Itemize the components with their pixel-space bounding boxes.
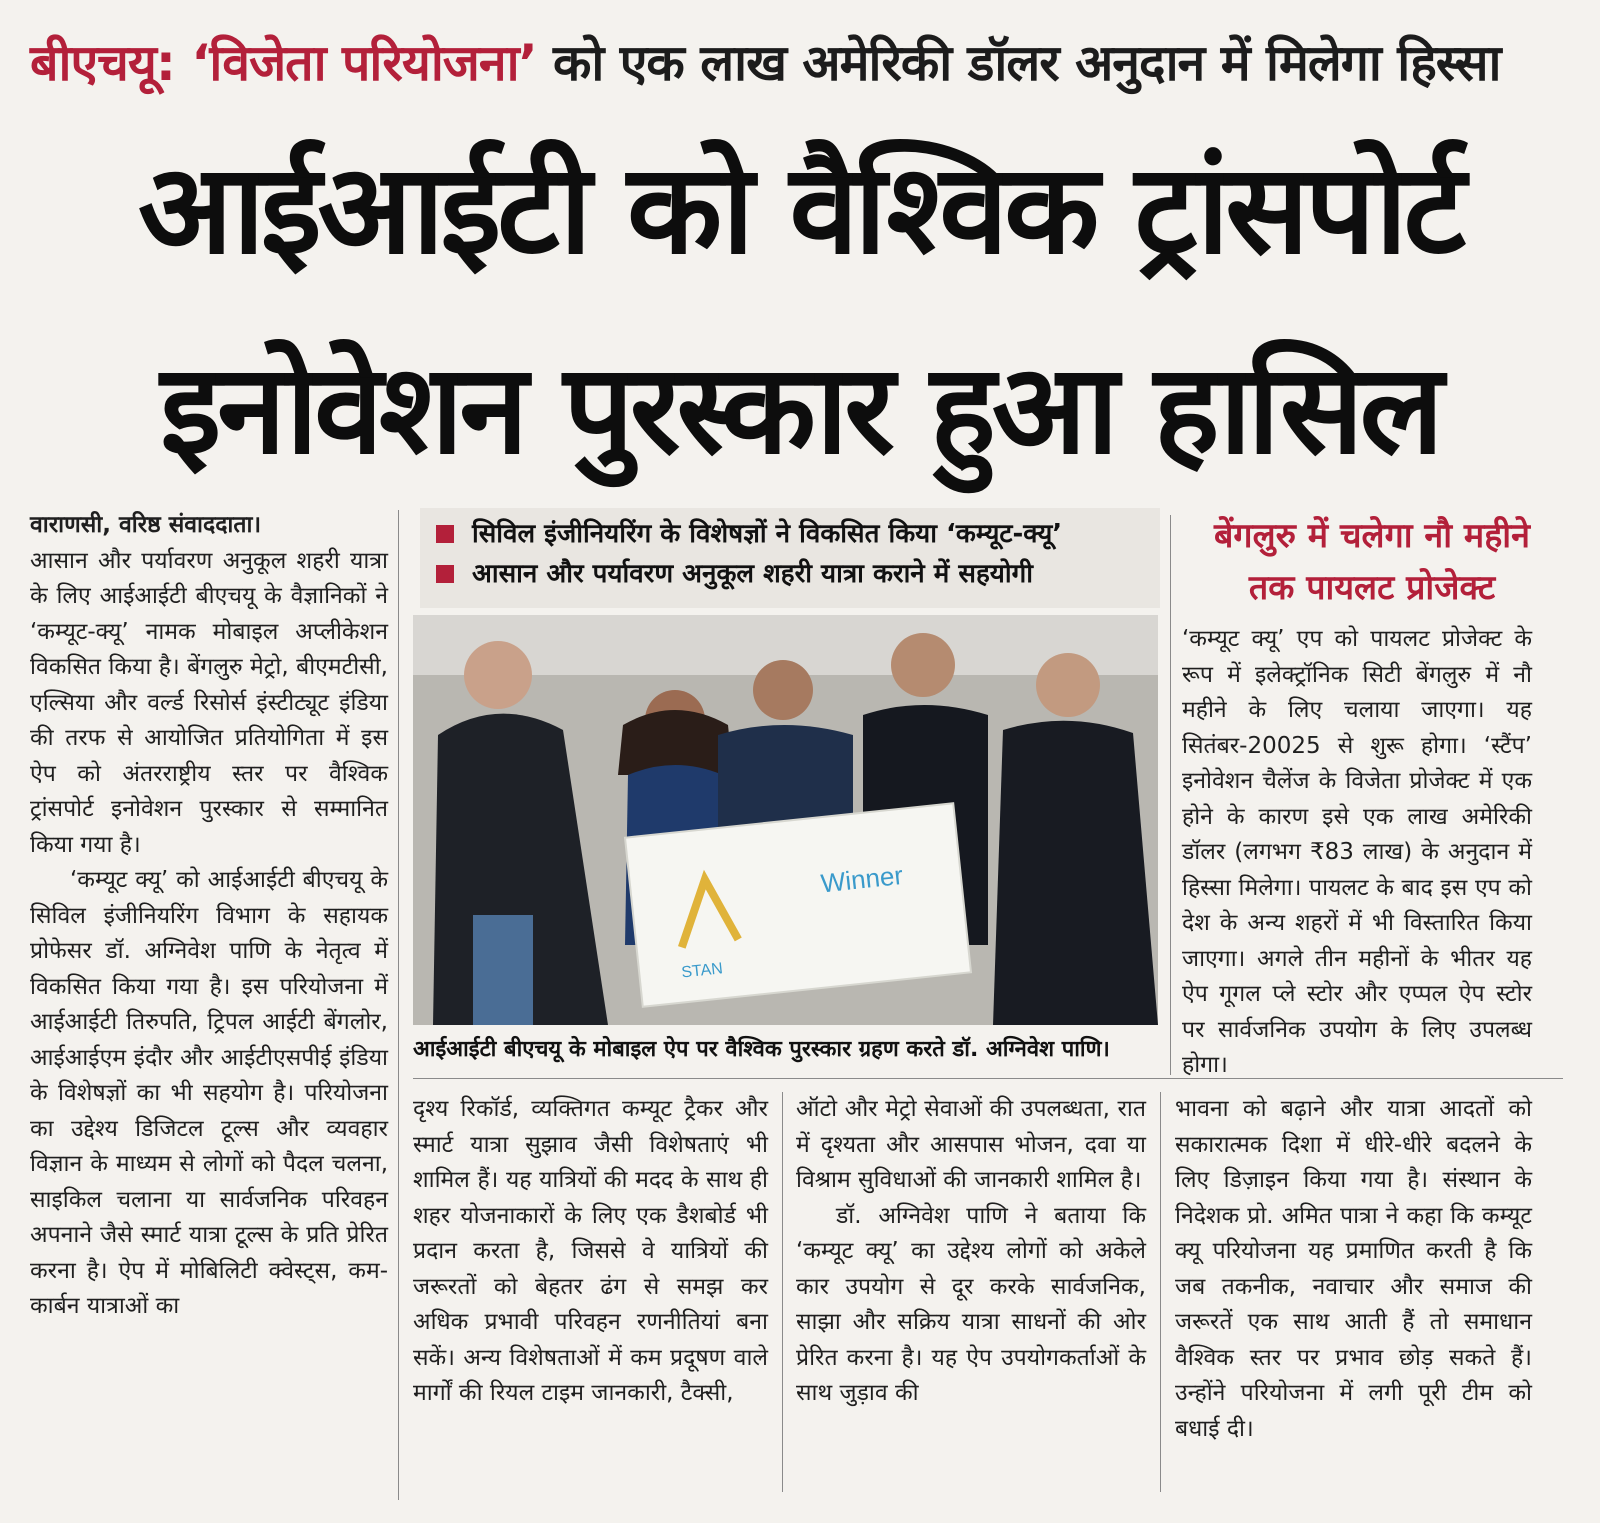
column-divider	[398, 510, 399, 1500]
bullet-square-icon	[436, 525, 454, 543]
column-3	[796, 1092, 1146, 1412]
kicker-label: बीएचयू:	[30, 34, 175, 92]
column-1	[30, 508, 388, 1325]
side-heading	[1182, 510, 1562, 614]
side-heading-line-1: बेंगलुरु में चलेगा नौ महीने	[1214, 516, 1530, 556]
column-2: दृश्य रिकॉर्ड, व्यक्तिगत कम्यूट ट्रैकर और स्मार्ट यात्रा सुझाव जैसी विशेषताएं भी शामिल हैं। यह यात्रियों की मदद के साथ ही शहर योजनाकारों के लिए एक डैशबोर्ड भी प्रदान करता है, जिससे वे यात्रियों की जरूरतों को बेहतर ढंग से समझ कर अधिक प्रभावी परिवहन रणनीतियां बना सकें। अन्य विशेषताओं में कम प्रदूषण वाले मार्गों की रियल टाइम जानकारी, टैक्सी,	[413, 1096, 768, 1406]
highlight-box	[420, 508, 1160, 608]
kicker-quoted-title: ‘विजेता परियोजना’	[191, 34, 537, 92]
horizontal-rule	[413, 1078, 1563, 1079]
photo-caption: आईआईटी बीएचयू के मोबाइल ऐप पर वैश्विक पुरस्कार ग्रहण करते डॉ. अग्निवेश पाणि।	[413, 1037, 1110, 1062]
headline-line-2: इनोवेशन पुरस्कार हुआ हासिल	[160, 338, 1440, 482]
news-photo	[413, 615, 1158, 1025]
dateline: वाराणसी, वरिष्ठ संवाददाता।	[30, 512, 262, 538]
highlight-bullet	[436, 554, 1144, 594]
bullet-square-icon	[436, 565, 454, 583]
column-3-paragraph-1: ऑटो और मेट्रो सेवाओं की उपलब्धता, रात में दृश्यता और आसपास भोजन, दवा या विश्राम सुविधाओं की जानकारी शामिल है।	[796, 1096, 1146, 1193]
column-divider	[782, 1092, 783, 1492]
side-body: ‘कम्यूट क्यू’ एप को पायलट प्रोजेक्ट के रूप में इलेक्ट्रॉनिक सिटी बेंगलुरु में नौ महीने के लिए चलाया जाएगा। यह सितंबर-20025 से शुरू होगा। ‘स्टैंप’ इनोवेशन चैलेंज के विजेता प्रोजेक्ट में एक होने के कारण इसे एक लाख अमेरिकी डॉलर (लगभग ₹83 लाख) के अनुदान में हिस्सा मिलेगा। पायलट के बाद इस एप को देश के अन्य शहरों में भी विस्तारित किया जाएगा। अगले तीन महीनों के भीतर यह ऐप गूगल प्ले स्टोर और एप्पल ऐप स्टोर पर सार्वजनिक उपयोग के लिए उपलब्ध होगा।	[1182, 626, 1532, 1078]
award-photo-illustration	[413, 615, 1158, 1025]
side-heading-line-2: तक पायलट प्रोजेक्ट	[1248, 568, 1496, 608]
banner-logo-text: STAN	[680, 960, 724, 982]
headline-line-1: आईआईटी को वैश्विक ट्रांसपोर्ट	[137, 138, 1463, 282]
side-divider	[1170, 515, 1171, 1075]
highlight-bullet	[436, 514, 1144, 554]
column-3-paragraph-2: डॉ. अग्निवेश पाणि ने बताया कि ‘कम्यूट क्यू’ का उद्देश्य लोगों को अकेले कार उपयोग से दूर करके सार्वजनिक, साझा और सक्रिय यात्रा साधनों की ओर प्रेरित करना है। यह ऐप उपयोगकर्ताओं के साथ जुड़ाव की	[796, 1202, 1146, 1406]
highlight-bullet-text: आसान और पर्यावरण अनुकूल शहरी यात्रा कराने में सहयोगी	[472, 559, 1033, 589]
column-1-paragraph-1: आसान और पर्यावरण अनुकूल शहरी यात्रा के लिए आईआईटी बीएचयू के वैज्ञानिकों ने ‘कम्यूट-क्यू’ नामक मोबाइल अप्लीकेशन विकसित किया है। बेंगलुरु मेट्रो, बीएमटीसी, एल्सिया और वर्ल्ड रिसोर्स इंस्टीट्यूट इंडिया की तरफ से आयोजित प्रतियोगिता में इस ऐप को अंतरराष्ट्रीय स्तर पर वैश्विक ट्रांसपोर्ट इनोवेशन पुरस्कार से सम्मानित किया गया है।	[30, 547, 388, 858]
kicker-line	[30, 18, 1570, 108]
kicker-text: को एक लाख अमेरिकी डॉलर अनुदान में मिलेगा हिस्सा	[553, 34, 1501, 92]
banner-winner-text: Winner	[819, 859, 905, 899]
column-4: भावना को बढ़ाने और यात्रा आदतों को सकारात्मक दिशा में धीरे-धीरे बदलने के लिए डिज़ाइन किया गया है। संस्थान के निदेशक प्रो. अमित पात्रा ने कहा कि कम्यूट क्यू परियोजना यह प्रमाणित करती है कि जब तकनीक, नवाचार और समाज की जरूरतें एक साथ आती हैं तो समाधान वैश्विक स्तर पर प्रभाव छोड़ सकते हैं। उन्होंने परियोजना में लगी पूरी टीम को बधाई दी।	[1175, 1096, 1532, 1442]
column-divider	[1160, 1092, 1161, 1492]
column-1-paragraph-2: ‘कम्यूट क्यू’ को आईआईटी बीएचयू के सिविल इंजीनियरिंग विभाग के सहायक प्रोफेसर डॉ. अग्निवेश पाणि के नेतृत्व में विकसित किया गया है। इस परियोजना में आईआईटी तिरुपति, ट्रिपल आईटी बेंगलोर, आईआईएम इंदौर और आईटीएसपीई इंडिया के विशेषज्ञों का भी सहयोग है। परियोजना का उद्देश्य डिजिटल टूल्स और व्यवहार विज्ञान के माध्यम से लोगों को पैदल चलना, साइकिल चलाना या सार्वजनिक परिवहन अपनाने जैसे स्मार्ट यात्रा टूल्स के प्रति प्रेरित करना है। ऐप में मोबिलिटी क्वेस्ट्स, कम-कार्बन यात्राओं का	[30, 867, 388, 1319]
highlight-bullet-text: सिविल इंजीनियरिंग के विशेषज्ञों ने विकसित किया ‘कम्यूट-क्यू’	[472, 519, 1063, 549]
